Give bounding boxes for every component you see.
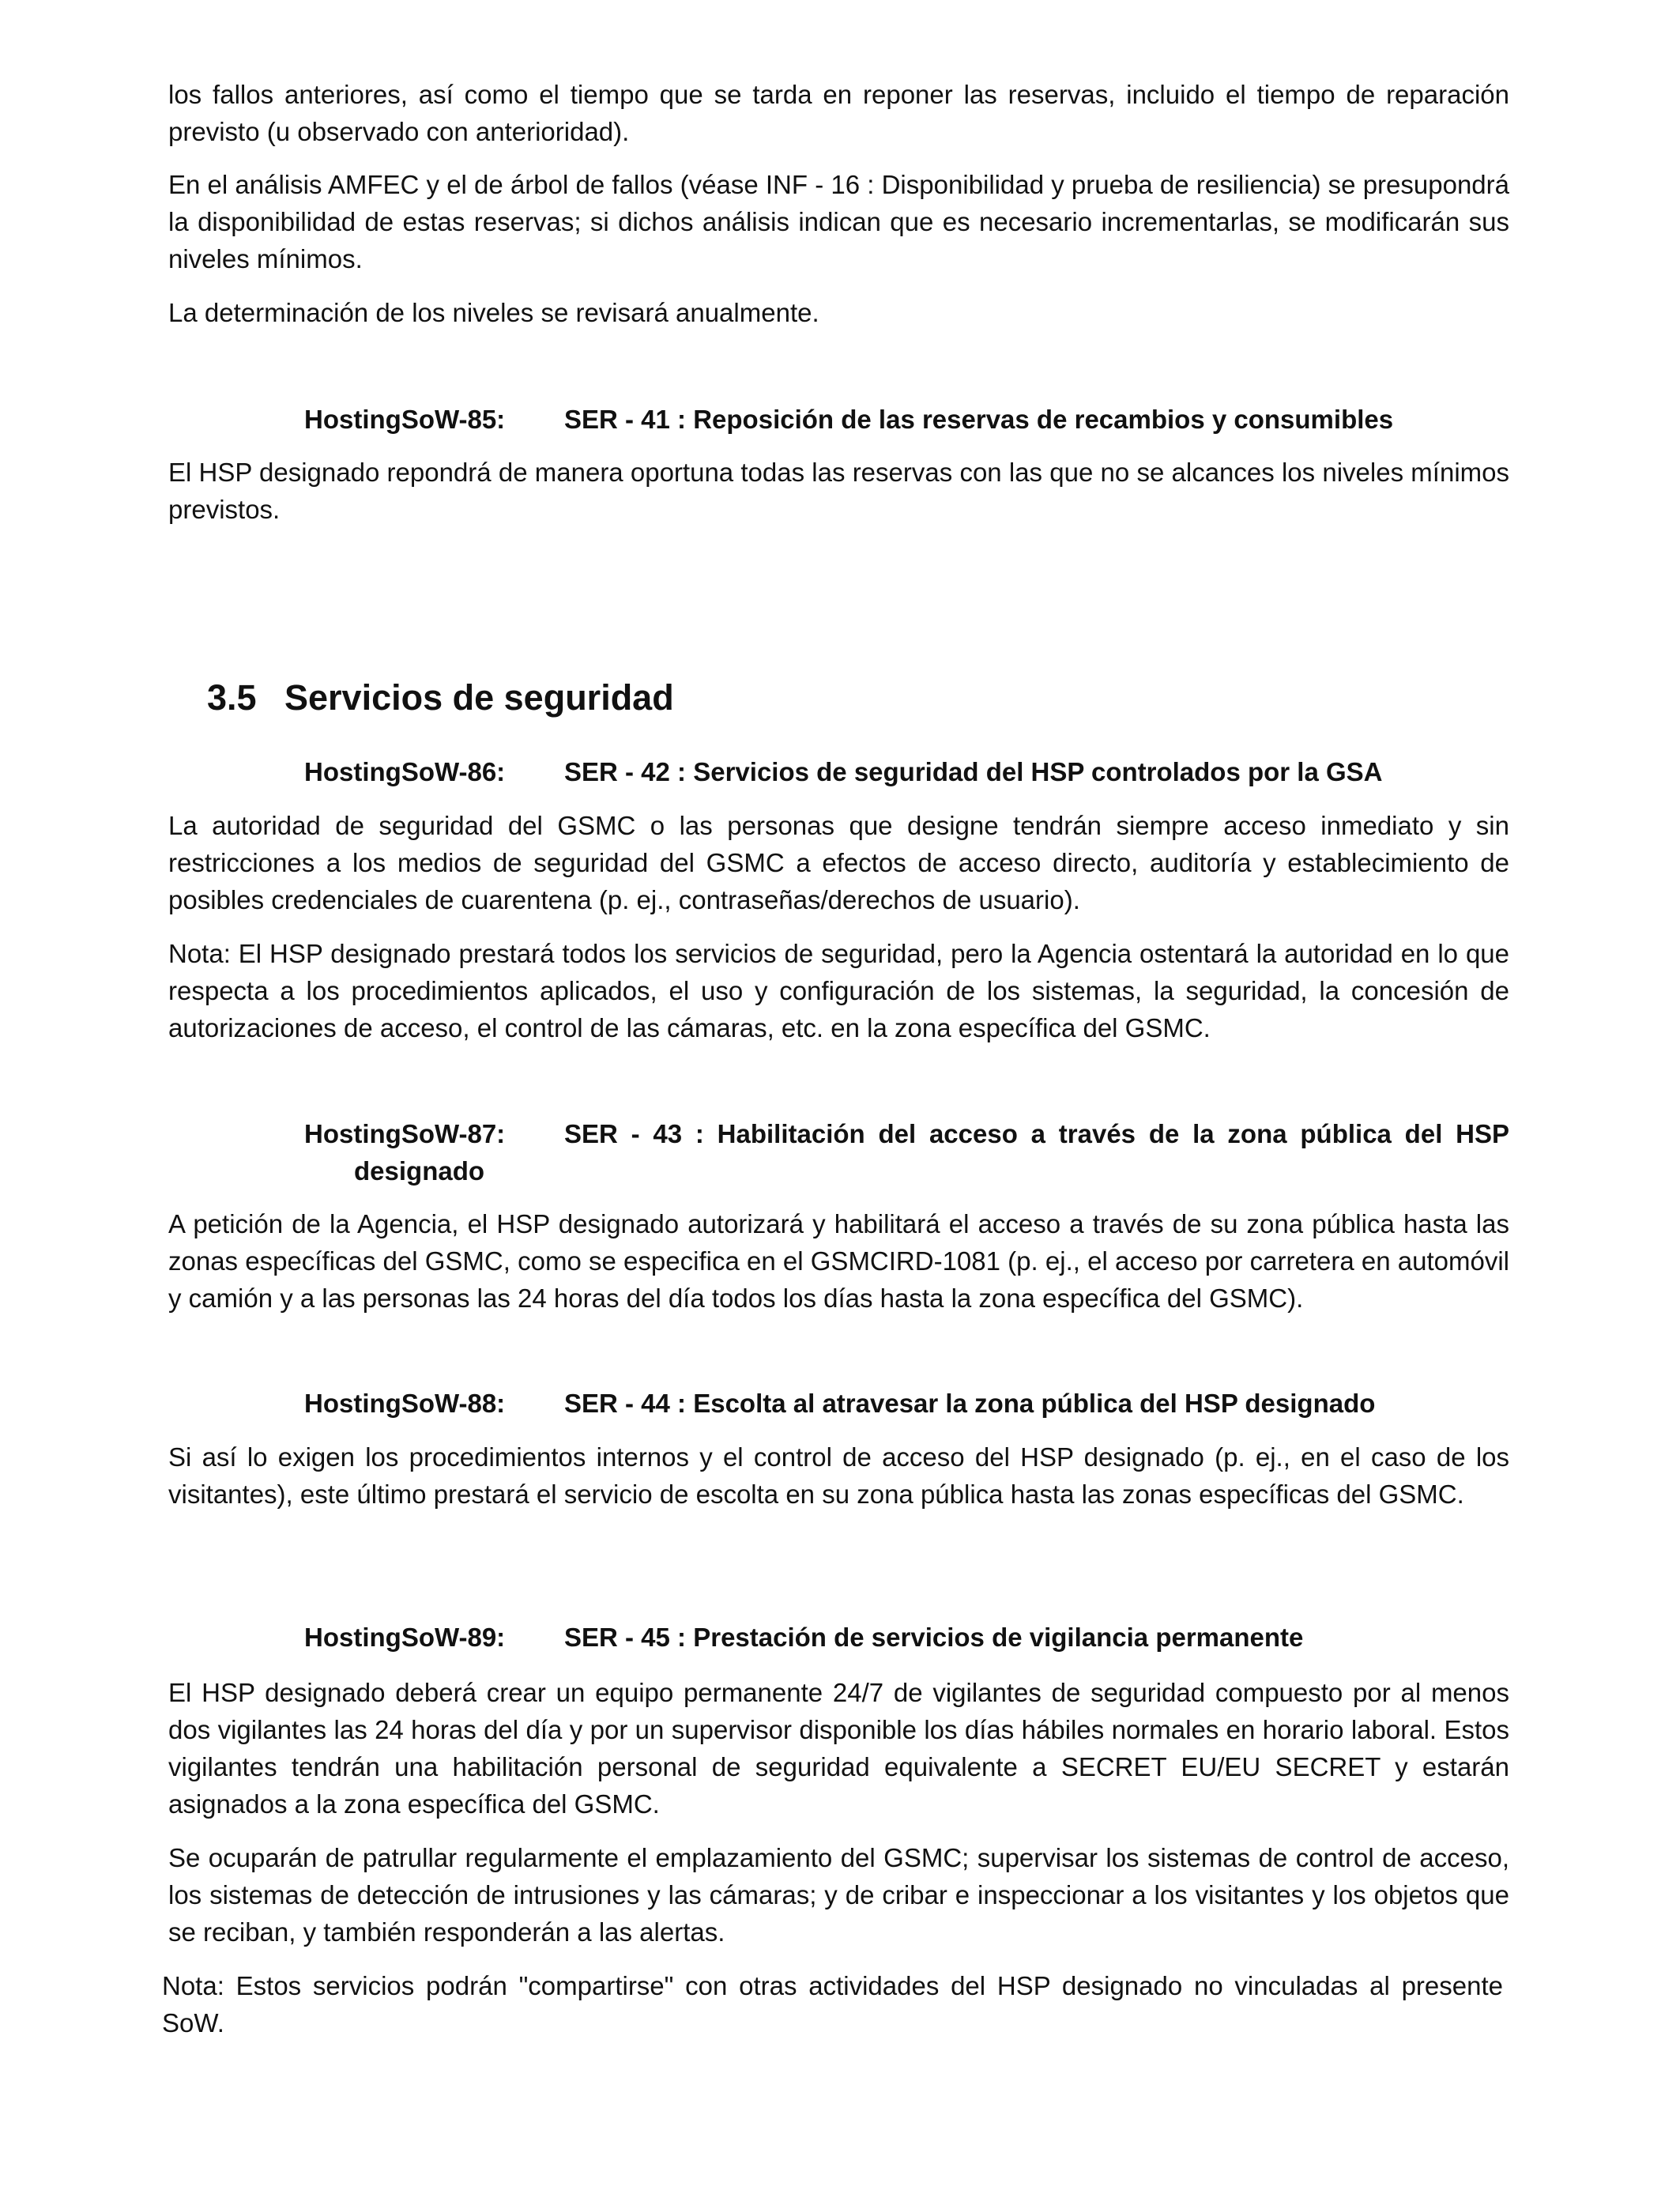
note-text: Nota: Estos servicios podrán "compartirse" con otras actividades del HSP designado no vinculadas al presente SoW.: [162, 1971, 1503, 2038]
paragraph-text: La autoridad de seguridad del GSMC o las personas que designe tendrán siempre acceso inmediato y sin restricciones a los medios de seguridad del GSMC a efectos de acceso directo, auditoría y establecimiento de posibles credenciales de cuarentena (p. ej., contraseñas/derechos de usuario).: [168, 811, 1509, 914]
requirement-body-89: [168, 1674, 1509, 1823]
paragraph-text: Si así lo exigen los procedimientos internos y el control de acceso del HSP designado (p. ej., en el caso de los visitantes), este último prestará el servicio de escolta en su zona pública hasta las zonas específicas del GSMC.: [168, 1442, 1509, 1509]
requirement-id: HostingSoW-85:: [304, 405, 506, 434]
note-text: Nota: El HSP designado prestará todos los servicios de seguridad, pero la Agencia ostentará la autoridad en lo que respecta a los procedimientos aplicados, el uso y configuración de los sistemas, la seguridad, la concesión de autorizaciones de acceso, el control de las cámaras, etc. en la zona específica del GSMC.: [168, 939, 1509, 1042]
requirement-title-continuation: designado: [354, 1156, 485, 1186]
requirement-title: SER - 43 : Habilitación del acceso a través de la zona pública del HSP: [564, 1119, 1509, 1148]
paragraph-text: El HSP designado repondrá de manera oportuna todas las reservas con las que no se alcances los niveles mínimos previstos.: [168, 458, 1509, 524]
requirement-body-89-second: [168, 1839, 1509, 1951]
requirement-title: SER - 44 : Escolta al atravesar la zona pública del HSP designado: [564, 1389, 1376, 1418]
requirement-body-88: [168, 1438, 1509, 1513]
intro-paragraph-2: [168, 166, 1509, 277]
requirement-id: HostingSoW-88:: [304, 1389, 506, 1418]
intro-paragraph-3: [168, 294, 1509, 331]
requirement-id: HostingSoW-87:: [304, 1119, 506, 1148]
section-title: Servicios de seguridad: [284, 677, 674, 718]
requirement-heading-89: [304, 1619, 1509, 1656]
paragraph-text: A petición de la Agencia, el HSP designado autorizará y habilitará el acceso a través de su zona pública hasta las zonas específicas del GSMC, como se especifica en el GSMCIRD-1081 (p. ej., el acceso por carretera en automóvil y camión y a las personas las 24 horas del día todos los días hasta la zona específica del GSMC).: [168, 1209, 1509, 1313]
requirement-note-86: [168, 935, 1509, 1046]
requirement-title: SER - 45 : Prestación de servicios de vigilancia permanente: [564, 1623, 1304, 1652]
paragraph-text: El HSP designado deberá crear un equipo permanente 24/7 de vigilantes de seguridad compuesto por al menos dos vigilantes las 24 horas del día y por un supervisor disponible los días hábiles normales en horario laboral. Estos vigilantes tendrán una habilitación personal de seguridad equivalente a SECRET EU/EU SECRET y estarán asignados a la zona específica del GSMC.: [168, 1678, 1509, 1819]
requirement-title: SER - 42 : Servicios de seguridad del HSP controlados por la GSA: [564, 757, 1383, 786]
paragraph-text: En el análisis AMFEC y el de árbol de fallos (véase INF - 16 : Disponibilidad y prueba de resiliencia) se presupondrá la disponibilidad de estas reservas; si dichos análisis indican que es necesario incrementarlas, se modificarán sus niveles mínimos.: [168, 170, 1509, 273]
requirement-title: SER - 41 : Reposición de las reservas de recambios y consumibles: [564, 405, 1394, 434]
requirement-body-85: [168, 454, 1509, 528]
requirement-heading-86: [304, 753, 1509, 790]
section-number: 3.5: [207, 677, 257, 718]
paragraph-text: La determinación de los niveles se revisará anualmente.: [168, 298, 819, 327]
requirement-body-86: [168, 807, 1509, 918]
requirement-heading-88: [304, 1385, 1509, 1422]
requirement-heading-85: [304, 401, 1509, 438]
paragraph-text: los fallos anteriores, así como el tiempo que se tarda en reponer las reservas, incluido el tiempo de reparación previsto (u observado con anterioridad).: [168, 80, 1509, 146]
section-heading: [207, 676, 674, 720]
requirement-body-87: [168, 1205, 1509, 1317]
requirement-heading-87: [304, 1115, 1509, 1189]
requirement-id: HostingSoW-89:: [304, 1623, 506, 1652]
requirement-id: HostingSoW-86:: [304, 757, 506, 786]
requirement-note-89: [162, 1967, 1503, 2041]
paragraph-text: Se ocuparán de patrullar regularmente el emplazamiento del GSMC; supervisar los sistemas de control de acceso, los sistemas de detección de intrusiones y las cámaras; y de cribar e inspeccionar a los visitantes y los objetos que se reciban, y también responderán a las alertas.: [168, 1843, 1509, 1947]
intro-paragraph-1: [168, 76, 1509, 150]
